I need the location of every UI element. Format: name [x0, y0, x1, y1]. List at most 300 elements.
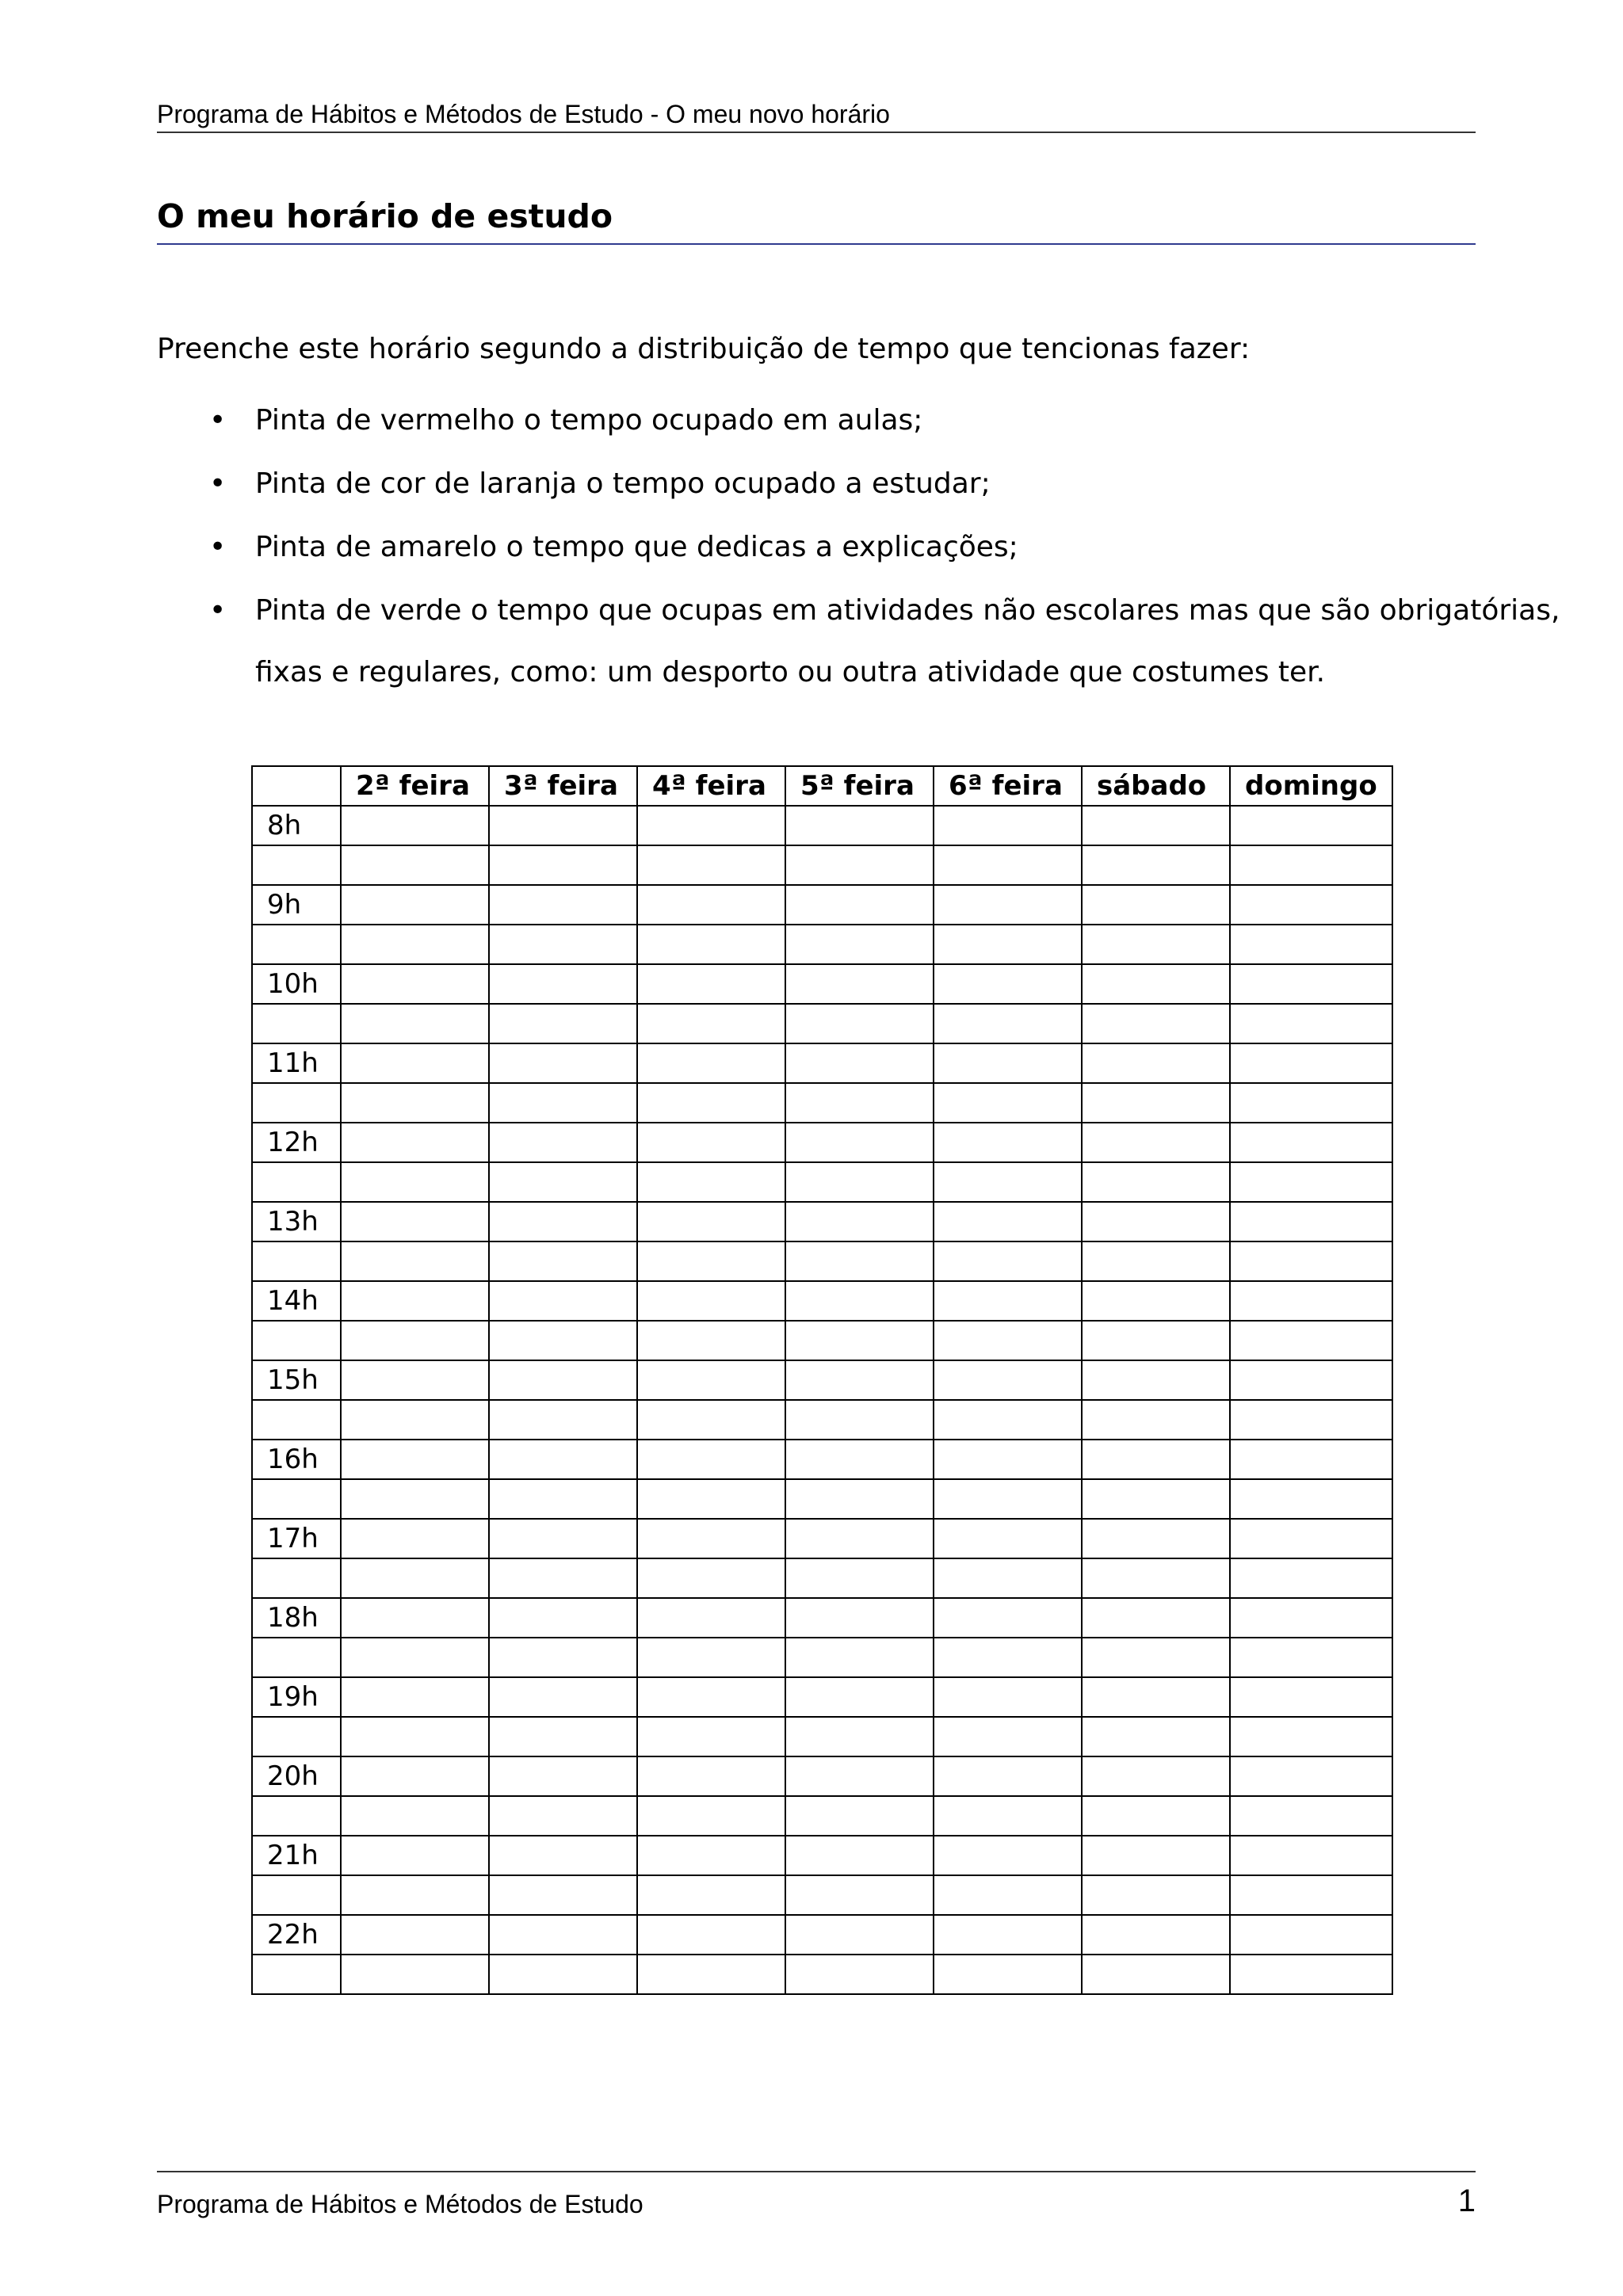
schedule-cell[interactable] [637, 1360, 785, 1400]
schedule-cell[interactable] [1082, 1241, 1230, 1281]
schedule-cell[interactable] [785, 1479, 934, 1519]
schedule-cell[interactable] [934, 1915, 1082, 1955]
schedule-cell[interactable] [341, 1558, 489, 1598]
schedule-cell[interactable] [785, 1043, 934, 1083]
schedule-cell[interactable] [341, 1043, 489, 1083]
schedule-cell[interactable] [1082, 1717, 1230, 1756]
empty-hour-label [252, 1479, 341, 1519]
schedule-cell[interactable] [785, 1598, 934, 1638]
schedule-cell[interactable] [785, 1202, 934, 1241]
schedule-cell[interactable] [637, 1123, 785, 1162]
hour-label: 15h [252, 1360, 341, 1400]
schedule-cell[interactable] [489, 1043, 637, 1083]
schedule-cell[interactable] [489, 845, 637, 885]
schedule-half-hour-row [252, 845, 1392, 885]
schedule-half-hour-row [252, 925, 1392, 964]
empty-hour-label [252, 1558, 341, 1598]
schedule-cell[interactable] [637, 845, 785, 885]
instruction-list [157, 390, 1560, 705]
schedule-header-day: 2ª feira [341, 766, 489, 806]
schedule-cell[interactable] [785, 1519, 934, 1558]
schedule-cell[interactable] [1230, 1638, 1392, 1677]
schedule-cell[interactable] [1082, 964, 1230, 1004]
schedule-cell[interactable] [1230, 1202, 1392, 1241]
schedule-cell[interactable] [1082, 1162, 1230, 1202]
schedule-cell[interactable] [934, 1955, 1082, 1994]
empty-hour-label [252, 1875, 341, 1915]
schedule-cell[interactable] [785, 1360, 934, 1400]
instruction-text-line: fixas e regulares, como: um desporto ou outra atividade que costumes ter. [255, 656, 1326, 688]
schedule-cell[interactable] [341, 1756, 489, 1796]
schedule-cell[interactable] [785, 1241, 934, 1281]
schedule-half-hour-row [252, 1479, 1392, 1519]
schedule-cell[interactable] [1082, 1519, 1230, 1558]
schedule-header-empty [252, 766, 341, 806]
schedule-cell[interactable] [637, 1004, 785, 1043]
empty-hour-label [252, 1955, 341, 1994]
schedule-cell[interactable] [934, 1281, 1082, 1321]
schedule-cell[interactable] [489, 1123, 637, 1162]
schedule-cell[interactable] [489, 1677, 637, 1717]
schedule-cell[interactable] [637, 1043, 785, 1083]
schedule-cell[interactable] [341, 806, 489, 845]
schedule-cell[interactable] [1230, 1796, 1392, 1836]
schedule-cell[interactable] [785, 1123, 934, 1162]
schedule-cell[interactable] [341, 925, 489, 964]
schedule-hour-row [252, 806, 1392, 845]
schedule-header-day: 6ª feira [934, 766, 1082, 806]
schedule-cell[interactable] [1082, 806, 1230, 845]
schedule-cell[interactable] [1230, 1360, 1392, 1400]
schedule-cell[interactable] [1230, 1915, 1392, 1955]
schedule-cell[interactable] [637, 1756, 785, 1796]
schedule-cell[interactable] [341, 1915, 489, 1955]
schedule-cell[interactable] [341, 1162, 489, 1202]
schedule-cell[interactable] [1230, 1836, 1392, 1875]
schedule-cell[interactable] [934, 1519, 1082, 1558]
schedule-cell[interactable] [489, 1756, 637, 1796]
schedule-cell[interactable] [489, 1598, 637, 1638]
schedule-cell[interactable] [1230, 1123, 1392, 1162]
schedule-cell[interactable] [1082, 885, 1230, 925]
instruction-text: Pinta de vermelho o tempo ocupado em aulas; [255, 404, 923, 437]
schedule-cell[interactable] [1230, 1598, 1392, 1638]
schedule-cell[interactable] [489, 806, 637, 845]
schedule-cell[interactable] [1230, 1440, 1392, 1479]
schedule-cell[interactable] [637, 885, 785, 925]
schedule-hour-row [252, 1677, 1392, 1717]
schedule-cell[interactable] [489, 1836, 637, 1875]
schedule-cell[interactable] [341, 1004, 489, 1043]
schedule-cell[interactable] [1082, 925, 1230, 964]
schedule-cell[interactable] [489, 1875, 637, 1915]
schedule-cell[interactable] [1082, 1756, 1230, 1796]
schedule-cell[interactable] [934, 1123, 1082, 1162]
schedule-hour-row [252, 1440, 1392, 1479]
schedule-cell[interactable] [1230, 1321, 1392, 1360]
schedule-half-hour-row [252, 1321, 1392, 1360]
schedule-cell[interactable] [489, 1321, 637, 1360]
schedule-cell[interactable] [934, 1043, 1082, 1083]
schedule-cell[interactable] [785, 1915, 934, 1955]
schedule-cell[interactable] [489, 1004, 637, 1043]
schedule-cell[interactable] [785, 925, 934, 964]
schedule-cell[interactable] [489, 1400, 637, 1440]
page-footer [157, 2171, 1476, 2228]
schedule-half-hour-row [252, 1796, 1392, 1836]
schedule-half-hour-row [252, 1717, 1392, 1756]
schedule-cell[interactable] [341, 1440, 489, 1479]
schedule-cell[interactable] [489, 1558, 637, 1598]
schedule-cell[interactable] [1230, 1241, 1392, 1281]
schedule-cell[interactable] [1230, 964, 1392, 1004]
hour-label: 18h [252, 1598, 341, 1638]
schedule-cell[interactable] [1082, 1400, 1230, 1440]
schedule-cell[interactable] [1082, 1083, 1230, 1123]
schedule-cell[interactable] [1082, 1202, 1230, 1241]
schedule-cell[interactable] [1082, 1875, 1230, 1915]
schedule-cell[interactable] [489, 1162, 637, 1202]
schedule-cell[interactable] [341, 1400, 489, 1440]
schedule-cell[interactable] [1082, 1321, 1230, 1360]
empty-hour-label [252, 1241, 341, 1281]
schedule-cell[interactable] [785, 885, 934, 925]
empty-hour-label [252, 1083, 341, 1123]
schedule-header-day: 4ª feira [637, 766, 785, 806]
schedule-cell[interactable] [637, 1717, 785, 1756]
schedule-cell[interactable] [1230, 1677, 1392, 1717]
schedule-cell[interactable] [637, 1440, 785, 1479]
schedule-header-day: domingo [1230, 766, 1392, 806]
schedule-cell[interactable] [1230, 1162, 1392, 1202]
schedule-cell[interactable] [785, 1875, 934, 1915]
schedule-cell[interactable] [637, 1836, 785, 1875]
schedule-cell[interactable] [1082, 1598, 1230, 1638]
schedule-cell[interactable] [489, 1638, 637, 1677]
schedule-hour-row [252, 1281, 1392, 1321]
schedule-half-hour-row [252, 1400, 1392, 1440]
schedule-cell[interactable] [785, 1558, 934, 1598]
schedule-cell[interactable] [785, 1321, 934, 1360]
schedule-cell[interactable] [1082, 1479, 1230, 1519]
schedule-cell[interactable] [785, 1955, 934, 1994]
schedule-cell[interactable] [934, 1202, 1082, 1241]
schedule-hour-row [252, 1202, 1392, 1241]
schedule-cell[interactable] [1082, 1281, 1230, 1321]
schedule-cell[interactable] [1230, 1004, 1392, 1043]
schedule-cell[interactable] [489, 1915, 637, 1955]
schedule-cell[interactable] [1230, 1875, 1392, 1915]
schedule-cell[interactable] [341, 1479, 489, 1519]
hour-label: 14h [252, 1281, 341, 1321]
schedule-hour-row [252, 964, 1392, 1004]
schedule-cell[interactable] [489, 1202, 637, 1241]
schedule-cell[interactable] [1082, 845, 1230, 885]
hour-label: 20h [252, 1756, 341, 1796]
schedule-hour-row [252, 1756, 1392, 1796]
schedule-cell[interactable] [489, 1479, 637, 1519]
schedule-cell[interactable] [489, 1440, 637, 1479]
schedule-cell[interactable] [785, 1440, 934, 1479]
schedule-header-day: 5ª feira [785, 766, 934, 806]
hour-label: 11h [252, 1043, 341, 1083]
schedule-cell[interactable] [341, 1598, 489, 1638]
schedule-half-hour-row [252, 1875, 1392, 1915]
schedule-cell[interactable] [1230, 1955, 1392, 1994]
empty-hour-label [252, 1321, 341, 1360]
hour-label: 21h [252, 1836, 341, 1875]
schedule-cell[interactable] [637, 1598, 785, 1638]
hour-label: 13h [252, 1202, 341, 1241]
schedule-cell[interactable] [489, 1796, 637, 1836]
schedule-cell[interactable] [934, 806, 1082, 845]
schedule-cell[interactable] [637, 1202, 785, 1241]
schedule-cell[interactable] [1230, 806, 1392, 845]
schedule-cell[interactable] [341, 1836, 489, 1875]
schedule-cell[interactable] [1230, 1519, 1392, 1558]
schedule-cell[interactable] [341, 1955, 489, 1994]
schedule-cell[interactable] [785, 1677, 934, 1717]
instruction-item [157, 453, 1488, 517]
schedule-cell[interactable] [489, 925, 637, 964]
schedule-cell[interactable] [934, 1241, 1082, 1281]
schedule-header-day: sábado [1082, 766, 1230, 806]
schedule-half-hour-row [252, 1955, 1392, 1994]
schedule-hour-row [252, 1519, 1392, 1558]
schedule-cell[interactable] [1230, 1479, 1392, 1519]
schedule-cell[interactable] [637, 1162, 785, 1202]
schedule-cell[interactable] [637, 1796, 785, 1836]
schedule-cell[interactable] [341, 964, 489, 1004]
schedule-cell[interactable] [341, 845, 489, 885]
schedule-hour-row [252, 1360, 1392, 1400]
schedule-cell[interactable] [489, 885, 637, 925]
schedule-hour-row [252, 1836, 1392, 1875]
schedule-cell[interactable] [785, 845, 934, 885]
page-number: 1 [1457, 2183, 1476, 2218]
schedule-cell[interactable] [785, 1083, 934, 1123]
schedule-half-hour-row [252, 1083, 1392, 1123]
schedule-cell[interactable] [785, 806, 934, 845]
schedule-cell[interactable] [341, 1123, 489, 1162]
schedule-half-hour-row [252, 1004, 1392, 1043]
title-section [157, 194, 1476, 245]
hour-label: 22h [252, 1915, 341, 1955]
schedule-cell[interactable] [1230, 845, 1392, 885]
page-header [157, 93, 1476, 133]
schedule-cell[interactable] [785, 1281, 934, 1321]
schedule-cell[interactable] [785, 1400, 934, 1440]
schedule-cell[interactable] [934, 1677, 1082, 1717]
empty-hour-label [252, 845, 341, 885]
hour-label: 9h [252, 885, 341, 925]
bullet-icon: • [209, 531, 227, 563]
hour-label: 10h [252, 964, 341, 1004]
schedule-cell[interactable] [637, 1558, 785, 1598]
schedule-cell[interactable] [637, 1241, 785, 1281]
schedule-cell[interactable] [489, 1519, 637, 1558]
schedule-body [252, 806, 1392, 1994]
schedule-cell[interactable] [785, 1836, 934, 1875]
empty-hour-label [252, 1717, 341, 1756]
empty-hour-label [252, 1638, 341, 1677]
schedule-hour-row [252, 1043, 1392, 1083]
schedule-cell[interactable] [1082, 1123, 1230, 1162]
instruction-item [157, 517, 1488, 580]
schedule-cell[interactable] [1082, 1360, 1230, 1400]
schedule-half-hour-row [252, 1638, 1392, 1677]
schedule-cell[interactable] [341, 1677, 489, 1717]
schedule-cell[interactable] [341, 1321, 489, 1360]
schedule-cell[interactable] [1082, 1796, 1230, 1836]
instruction-item [157, 390, 1488, 453]
bullet-icon: • [209, 594, 227, 627]
page-title: O meu horário de estudo [157, 197, 613, 235]
schedule-cell[interactable] [637, 1479, 785, 1519]
schedule-cell[interactable] [934, 1638, 1082, 1677]
schedule-cell[interactable] [934, 1321, 1082, 1360]
schedule-cell[interactable] [1082, 1677, 1230, 1717]
schedule-cell[interactable] [341, 1360, 489, 1400]
schedule-cell[interactable] [934, 845, 1082, 885]
empty-hour-label [252, 925, 341, 964]
schedule-cell[interactable] [1082, 1043, 1230, 1083]
schedule-cell[interactable] [934, 1162, 1082, 1202]
schedule-cell[interactable] [934, 1756, 1082, 1796]
schedule-half-hour-row [252, 1162, 1392, 1202]
schedule-cell[interactable] [637, 1083, 785, 1123]
empty-hour-label [252, 1162, 341, 1202]
schedule-cell[interactable] [341, 1717, 489, 1756]
schedule-cell[interactable] [637, 1955, 785, 1994]
empty-hour-label [252, 1004, 341, 1043]
schedule-cell[interactable] [1082, 1638, 1230, 1677]
schedule-half-hour-row [252, 1241, 1392, 1281]
schedule-cell[interactable] [341, 1083, 489, 1123]
schedule-cell[interactable] [637, 1281, 785, 1321]
schedule-cell[interactable] [785, 1004, 934, 1043]
schedule-cell[interactable] [1230, 885, 1392, 925]
schedule-cell[interactable] [1082, 1558, 1230, 1598]
schedule-cell[interactable] [785, 1162, 934, 1202]
schedule-cell[interactable] [341, 1796, 489, 1836]
schedule-cell[interactable] [934, 1440, 1082, 1479]
schedule-cell[interactable] [489, 964, 637, 1004]
schedule-cell[interactable] [785, 964, 934, 1004]
schedule-cell[interactable] [1230, 1400, 1392, 1440]
schedule-cell[interactable] [1230, 1756, 1392, 1796]
schedule-cell[interactable] [1230, 1717, 1392, 1756]
schedule-cell[interactable] [489, 1281, 637, 1321]
schedule-cell[interactable] [341, 1638, 489, 1677]
instruction-text: Pinta de amarelo o tempo que dedicas a explicações; [255, 531, 1018, 563]
hour-label: 8h [252, 806, 341, 845]
schedule-cell[interactable] [637, 1915, 785, 1955]
instruction-text-line: Pinta de verde o tempo que ocupas em atividades não escolares mas que são obrigatórias, [255, 594, 1560, 627]
schedule-cell[interactable] [934, 1479, 1082, 1519]
schedule-cell[interactable] [1082, 1004, 1230, 1043]
schedule-cell[interactable] [637, 1321, 785, 1360]
schedule-cell[interactable] [934, 1598, 1082, 1638]
instruction-text: Pinta de cor de laranja o tempo ocupado a estudar; [255, 467, 991, 500]
schedule-cell[interactable] [489, 1083, 637, 1123]
schedule-table [251, 765, 1393, 1995]
schedule-cell[interactable] [934, 1360, 1082, 1400]
schedule-cell[interactable] [489, 1360, 637, 1400]
schedule-cell[interactable] [341, 1202, 489, 1241]
schedule-cell[interactable] [934, 1875, 1082, 1915]
empty-hour-label [252, 1400, 341, 1440]
schedule-cell[interactable] [934, 1796, 1082, 1836]
schedule-cell[interactable] [1082, 1836, 1230, 1875]
intro-text: Preenche este horário segundo a distribuição de tempo que tencionas fazer: [157, 333, 1251, 365]
schedule-cell[interactable] [785, 1796, 934, 1836]
schedule-cell[interactable] [934, 1717, 1082, 1756]
schedule-cell[interactable] [341, 1241, 489, 1281]
schedule-cell[interactable] [637, 806, 785, 845]
schedule-cell[interactable] [637, 1400, 785, 1440]
schedule-cell[interactable] [934, 1836, 1082, 1875]
schedule-cell[interactable] [934, 964, 1082, 1004]
schedule-cell[interactable] [934, 1558, 1082, 1598]
schedule-cell[interactable] [1082, 1955, 1230, 1994]
schedule-cell[interactable] [1230, 1083, 1392, 1123]
schedule-cell[interactable] [341, 1281, 489, 1321]
hour-label: 19h [252, 1677, 341, 1717]
schedule-cell[interactable] [1230, 1558, 1392, 1598]
schedule-cell[interactable] [637, 1519, 785, 1558]
schedule-cell[interactable] [637, 1875, 785, 1915]
schedule-cell[interactable] [1082, 1440, 1230, 1479]
schedule-cell[interactable] [341, 1875, 489, 1915]
page-header-text: Programa de Hábitos e Métodos de Estudo - O meu novo horário [157, 100, 890, 128]
schedule-cell[interactable] [785, 1756, 934, 1796]
schedule-cell[interactable] [934, 1400, 1082, 1440]
schedule-cell[interactable] [341, 885, 489, 925]
schedule-cell[interactable] [637, 1638, 785, 1677]
schedule-cell[interactable] [489, 1955, 637, 1994]
schedule-cell[interactable] [785, 1717, 934, 1756]
hour-label: 16h [252, 1440, 341, 1479]
schedule-cell[interactable] [1082, 1915, 1230, 1955]
schedule-cell[interactable] [934, 1083, 1082, 1123]
schedule-header-row [252, 766, 1392, 806]
schedule-cell[interactable] [489, 1717, 637, 1756]
bullet-icon: • [209, 404, 227, 437]
bullet-icon: • [209, 467, 227, 500]
schedule-cell[interactable] [1230, 1281, 1392, 1321]
schedule-cell[interactable] [934, 1004, 1082, 1043]
hour-label: 12h [252, 1123, 341, 1162]
schedule-cell[interactable] [1230, 925, 1392, 964]
schedule-cell[interactable] [934, 885, 1082, 925]
schedule-half-hour-row [252, 1558, 1392, 1598]
schedule-header-day: 3ª feira [489, 766, 637, 806]
schedule-cell[interactable] [637, 925, 785, 964]
schedule-cell[interactable] [489, 1241, 637, 1281]
schedule-cell[interactable] [1230, 1043, 1392, 1083]
hour-label: 17h [252, 1519, 341, 1558]
footer-text: Programa de Hábitos e Métodos de Estudo [157, 2190, 643, 2218]
instruction-text [255, 580, 1560, 704]
schedule-cell[interactable] [341, 1519, 489, 1558]
schedule-cell[interactable] [637, 1677, 785, 1717]
schedule-cell[interactable] [934, 925, 1082, 964]
schedule-cell[interactable] [637, 964, 785, 1004]
instruction-item [157, 580, 1560, 705]
schedule-hour-row [252, 1598, 1392, 1638]
schedule-cell[interactable] [785, 1638, 934, 1677]
